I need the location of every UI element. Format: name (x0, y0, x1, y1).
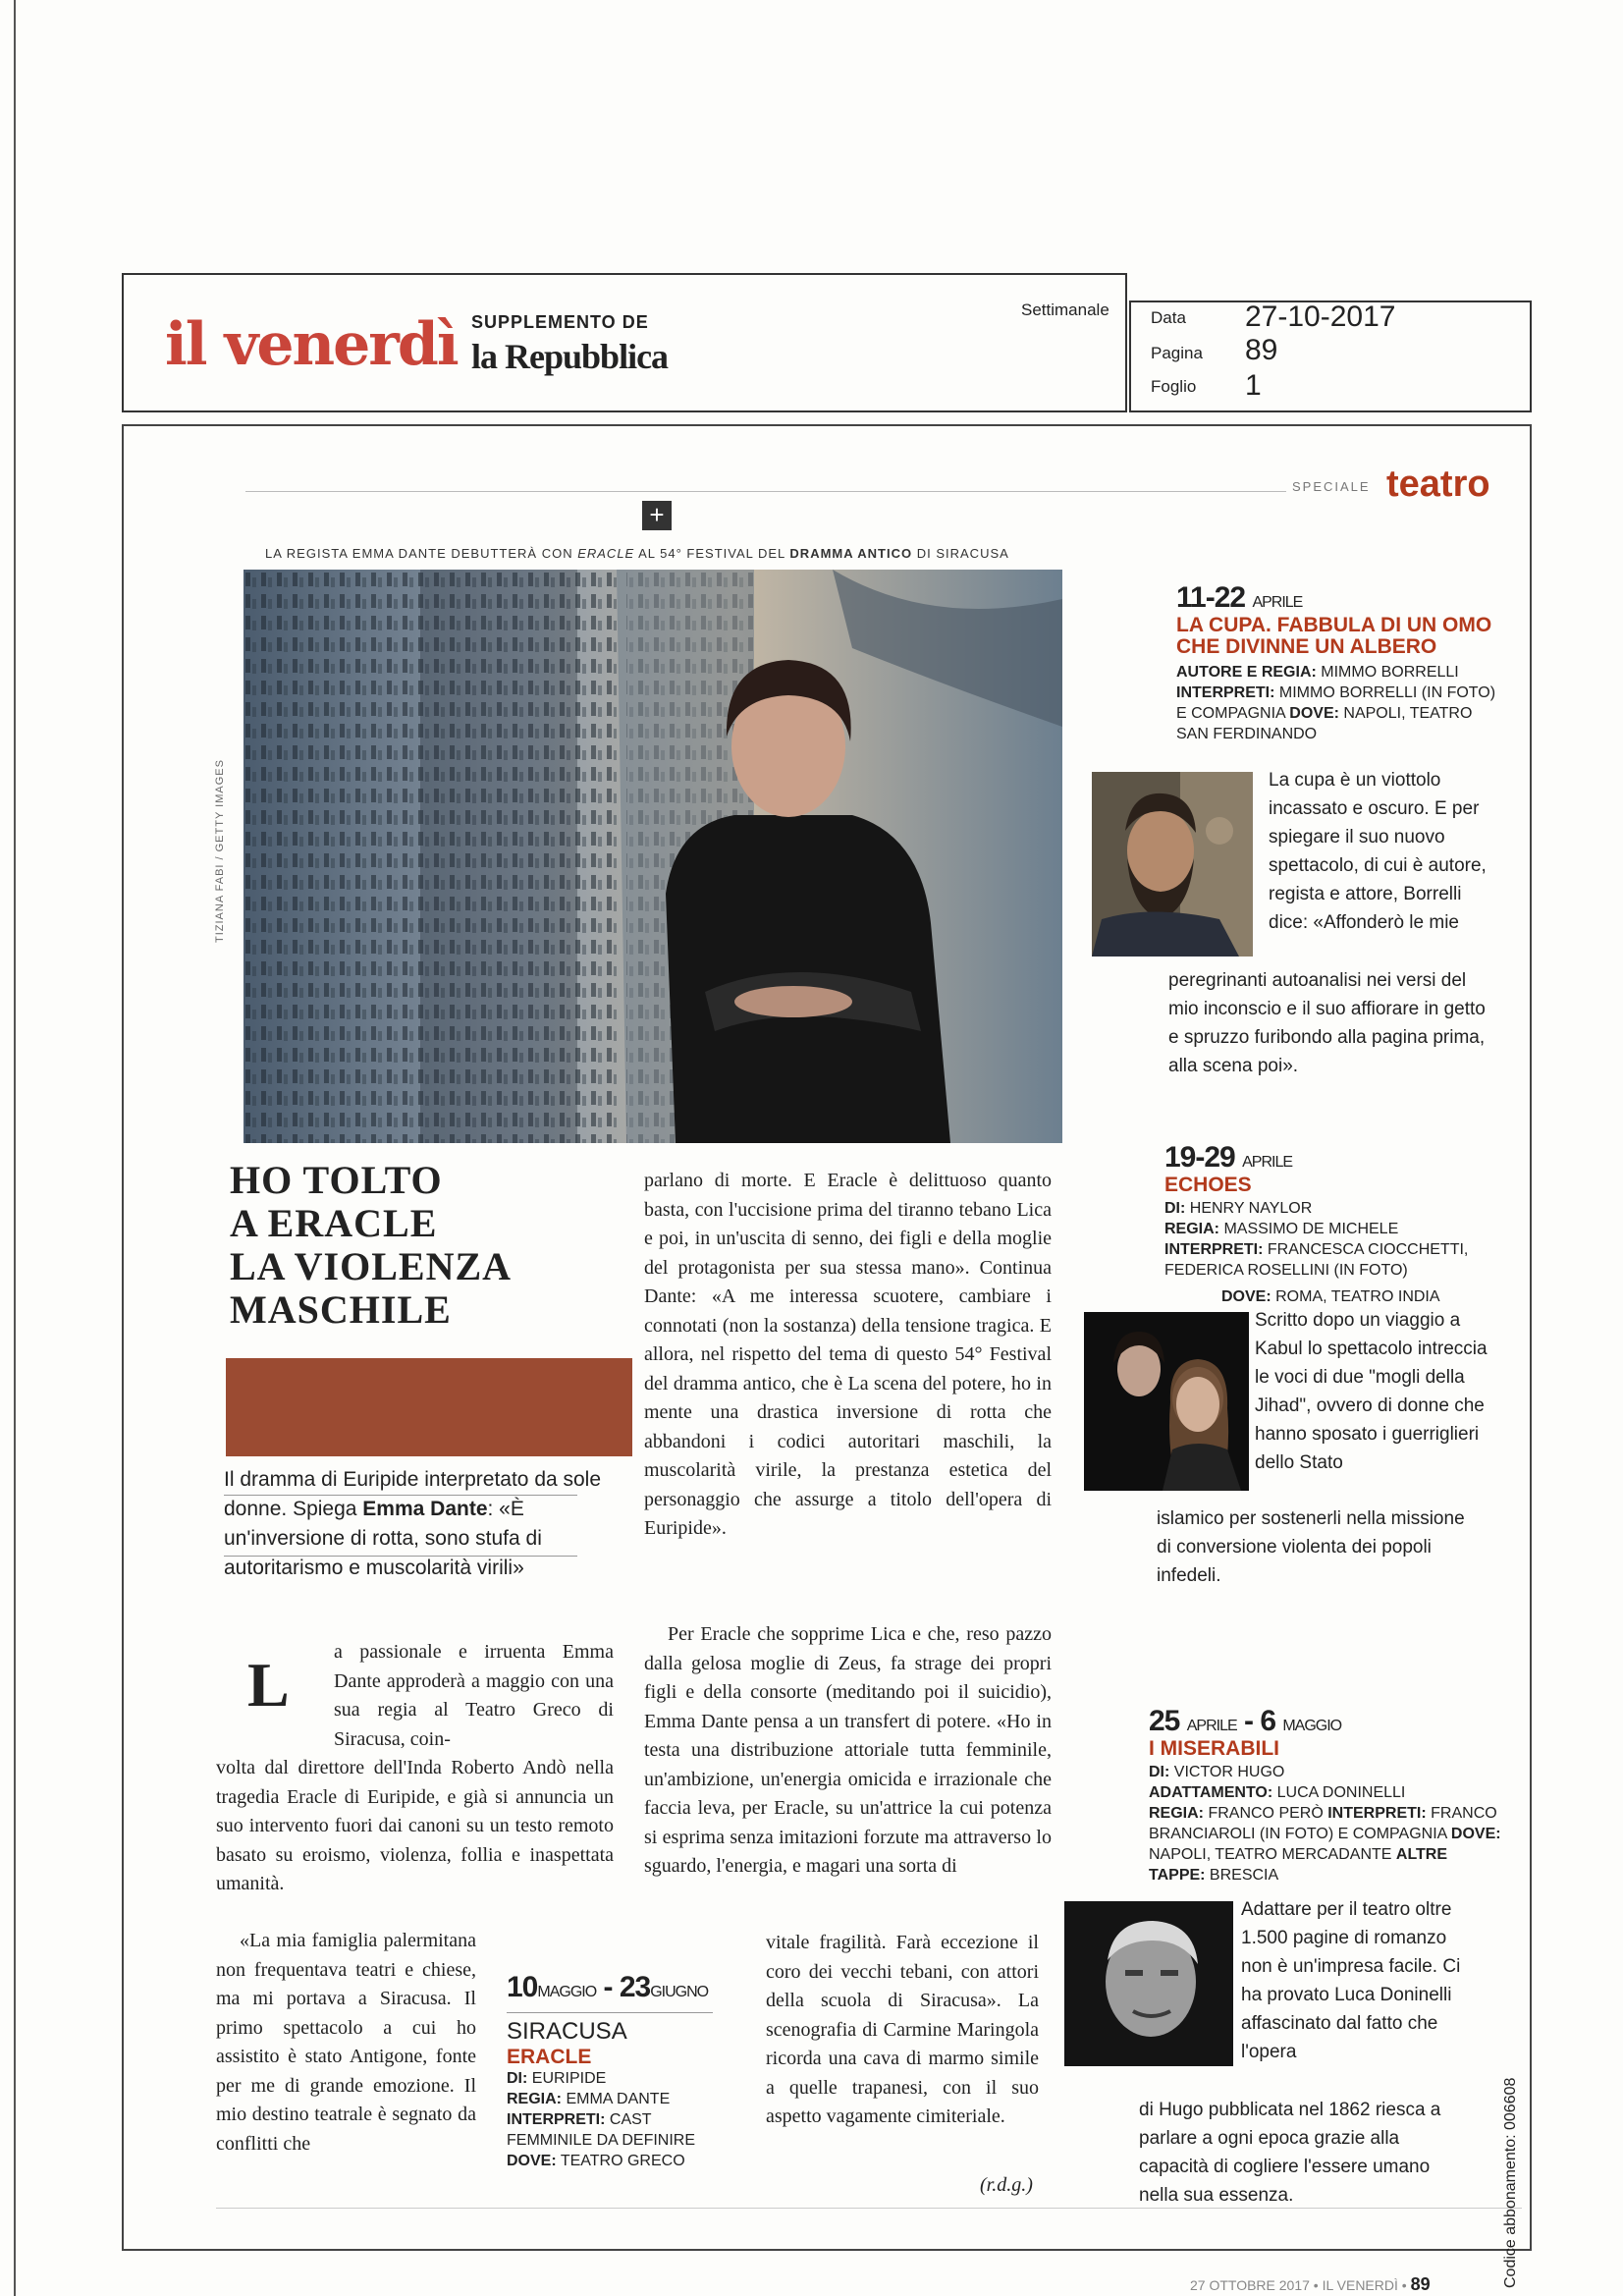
article-col1-p1: volta dal direttore dell'Inda Roberto Andò nella tragedia Eracle di Euripide, e già si annuncia un suo intervento fuori dai canoni su un testo remoto basato su eroismo, violenza, follia e inaspettata umanità. (216, 1757, 614, 1894)
standfirst: Il dramma di Euripide interpretato da sole donne. Spiega Emma Dante: «È un'inversione di rotta, sono stufa di autoritarismo e muscolarità virili» (224, 1468, 602, 1579)
eracle-box (507, 1972, 713, 2171)
photo-credit: TIZIANA FABI / GETTY IMAGES (214, 759, 226, 943)
headline: HO TOLTO A ERACLE LA VIOLENZA MASCHILE (230, 1158, 513, 1332)
ev2-info: DI: HENRY NAYLOR REGIA: MASSIMO DE MICHELE INTERPRETI: FRANCESCA CIOCCHETTI, FEDERICA ROSELLINI (IN FOTO) (1164, 1200, 1469, 1279)
ev1-info: AUTORE E REGIA: MIMMO BORRELLI INTERPRETI: MIMMO BORRELLI (IN FOTO) E COMPAGNIA DOVE: NAPOLI, TEATRO SAN FERDINANDO (1176, 664, 1496, 742)
supplement-line-2: la Repubblica (471, 337, 669, 376)
ev1-title: LA CUPA. FABBULA DI UN OMO CHE DIVINNE UN ALBERO (1176, 614, 1492, 658)
data-label: Data (1151, 308, 1186, 327)
ev1-dates: 11-22 APRILE (1176, 581, 1303, 614)
eracle-city: SIRACUSA (507, 2018, 627, 2045)
data-value: 27-10-2017 (1245, 301, 1396, 333)
page-footer: 27 OTTOBRE 2017 • IL VENERDÌ • 89 (1190, 2274, 1431, 2294)
section-teatro: teatro (1386, 464, 1490, 505)
event-la-cupa (1176, 581, 1500, 744)
plus-icon: + (642, 501, 672, 530)
pagina-value: 89 (1245, 334, 1278, 366)
foglio-label: Foglio (1151, 377, 1197, 396)
ev1-text-beside: La cupa è un viottolo incassato e oscuro. E per spiegare il suo nuovo spettacolo, di cui è autore, regista e attore, Borrelli dice: «Affonderò le mie (1269, 770, 1487, 933)
ev3-title: I MISERABILI (1149, 1737, 1280, 1760)
photo-caption: LA REGISTA EMMA DANTE DEBUTTERÀ CON ERACLE AL 54° FESTIVAL DEL DRAMMA ANTICO DI SIRACUSA (265, 546, 1009, 561)
article-col2-p1: parlano di morte. E Eracle è delittuoso quanto basta, con l'uccisione prima del tiranno tebano Lica e poi, in un'uscita di senno, dei figli e della moglie del protagonista per sua stessa mano». Continua Dante: «A me interessa scuotere, cambiare i connotati (non la sostanza) della tensione tragica. E allora, nel rispetto del tema di questo 54° Festival del dramma antico, che è La scena del potere, ho in mente una drastica inversione di rotta che abbandoni i codici autoritari maschili, la muscolarità virile, la prestanza estetica del personaggio che assurge a titolo dell'opera di Euripide». (644, 1170, 1052, 1539)
ev2-dove: DOVE: ROMA, TEATRO INDIA (1221, 1288, 1440, 1305)
event-echoes (1164, 1141, 1498, 1281)
ev2-text-beside: Scritto dopo un viaggio a Kabul lo spettacolo intreccia le voci di due "mogli della Jihad", ovvero di donne che hanno sposato i guerriglieri dello Stato (1255, 1310, 1488, 1473)
logo-il-venerdi: il venerdì (165, 310, 458, 379)
eracle-dates: 10MAGGIO - 23GIUGNO (507, 1971, 709, 2003)
ev1-photo (1092, 772, 1253, 957)
eracle-title: ERACLE (507, 2046, 592, 2068)
article-lead: a passionale e irruenta Emma Dante approderà a maggio con una sua regia al Teatro Greco di Siracusa, coin- (334, 1641, 614, 1750)
ev2-text-below: islamico per sostenerli nella missione di conversione violenta dei popoli infedeli. (1157, 1508, 1465, 1586)
supplement-line-1: SUPPLEMENTO DE (471, 312, 649, 332)
article-col2-p2: Per Eracle che sopprime Lica e che, reso pazzo dalla gelosa moglie di Zeus, fa strage dei propri figli e della consorte (meditando poi il suicidio), Emma Dante pensa a un transfert di potere. «Ho in testa una distribuzione attoriale tutta femminile, un'ambizione, un'energia omicida e irrazionale che faccia leva, per Eracle, su un'attrice la cui potenza si esprima senza imitazioni forzute ma attraverso lo sguardo, l'energia, e magari una sorta di (644, 1623, 1052, 1877)
ev3-dates: 25 APRILE - 6 MAGGIO (1149, 1705, 1342, 1737)
ev3-info: DI: VICTOR HUGO ADATTAMENTO: LUCA DONINELLI REGIA: FRANCO PERÒ INTERPRETI: FRANCO BRANCIAROLI (IN FOTO) E COMPAGNIA DOVE: NAPOLI, TEATRO MERCADANTE ALTRE TAPPE: BRESCIA (1149, 1764, 1501, 1884)
standfirst-rule (224, 1495, 577, 1496)
ev3-text-beside: Adattare per il teatro oltre 1.500 pagine di romanzo non è un'impresa facile. Ci ha provato Luca Doninelli affascinato dal fatto che l'opera (1241, 1899, 1461, 2062)
ev2-dates: 19-29 APRILE (1164, 1141, 1293, 1174)
scan-edge (14, 0, 16, 2296)
section-speciale: SPECIALE (1292, 479, 1371, 494)
top-rule (245, 491, 1286, 492)
color-bar (226, 1358, 632, 1456)
article-signature: (r.d.g.) (980, 2174, 1033, 2196)
eracle-info: DI: EURIPIDE REGIA: EMMA DANTE INTERPRETI: CAST FEMMINILE DA DEFINIRE DOVE: TEATRO GRECO (507, 2070, 696, 2169)
ev3-text-below: di Hugo pubblicata nel 1862 riesca a parlare a ogni epoca grazie alla capacità di cogliere l'essere umano nella sua essenza. (1139, 2100, 1441, 2206)
pagina-label: Pagina (1151, 344, 1203, 362)
ev2-photo (1084, 1312, 1249, 1491)
event-i-miserabili (1149, 1705, 1502, 1886)
main-photo (243, 570, 1062, 1143)
article-col1-p2: «La mia famiglia palermitana non frequentava teatri e chiese, ma mi portava a Siracusa. Il primo spettacolo a cui ho assistito è stato Antigone, fonte per me di grande emozione. Il mio destino teatrale è segnato da conflitti che (216, 1930, 476, 2155)
ev2-title: ECHOES (1164, 1174, 1252, 1196)
foglio-value: 1 (1245, 369, 1262, 402)
article-col2-p3: vitale fragilità. Farà eccezione il coro dei vecchi tebani, con attori della scuola di Siracusa». La scenografia di Carmine Maringola ricorda una cava di marmo simile a quelle trapanesi, con il suo aspetto vagamente cimiteriale. (766, 1932, 1039, 2127)
ev1-text-below: peregrinanti autoanalisi nei versi del mio inconscio e il suo affiorare in getto e spruzzo furibondo alla pagina prima, alla scena poi». (1168, 970, 1486, 1076)
standfirst-rule-2 (224, 1556, 577, 1557)
frequency-label: Settimanale (1021, 301, 1109, 319)
codice-abbonamento: Codice abbonamento: 006608 (1502, 2077, 1519, 2288)
ev3-photo (1064, 1901, 1233, 2066)
drop-cap: L (247, 1650, 290, 1720)
